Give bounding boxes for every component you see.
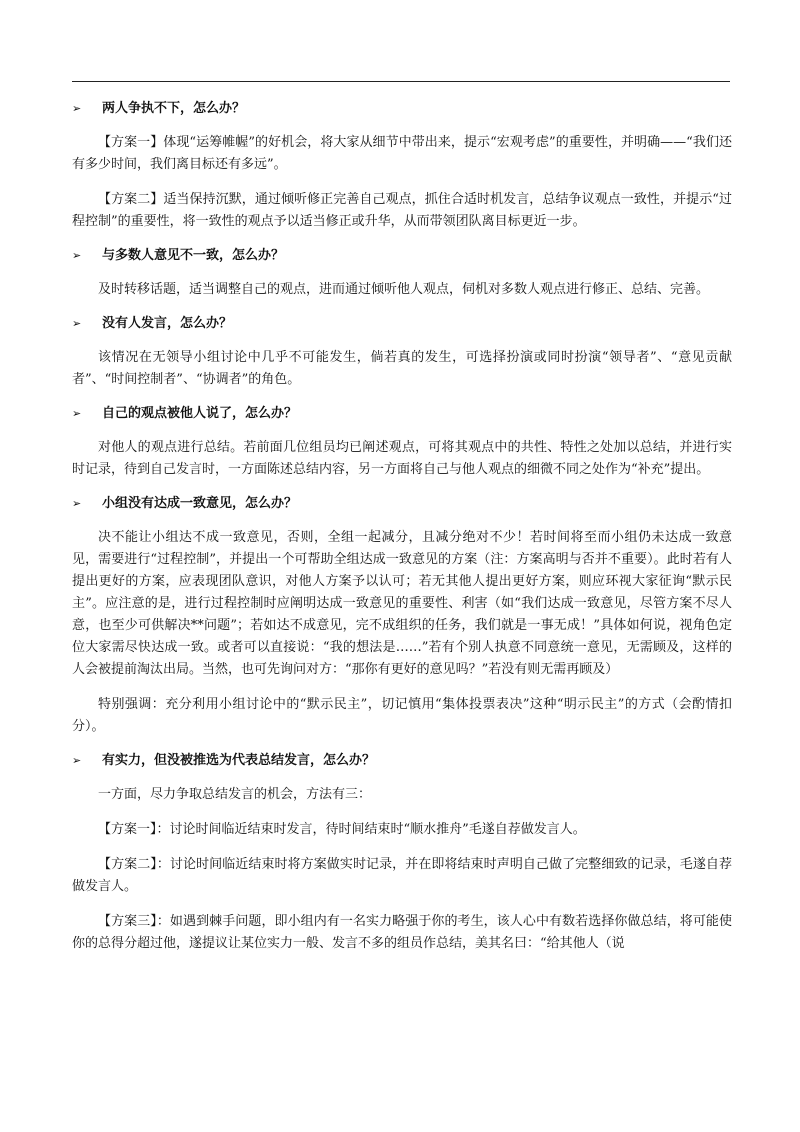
bullet-arrow-icon: ➢ (72, 497, 82, 510)
paragraph: 对他人的观点进行总结。若前面几位组员均已阐述观点，可将其观点中的共性、特性之处加以总结，并进行实时记录，待到自己发言时，一方面陈述总结内容，另一方面将自己与他人观点的细微不同之处作为“补充”提出。 (72, 440, 732, 477)
section-heading (72, 493, 732, 515)
paragraph: 【方案二】适当保持沉默，通过倾听修正完善自己观点，抓住合适时机发言，总结争议观点一致性，并提示“过程控制”的重要性，将一致性的观点予以适当修正或升华，从而带领团队离目标更近一步。 (72, 192, 732, 229)
section-heading-text: 与多数人意见不一致，怎么办？ (102, 248, 285, 263)
section-heading-text: 有实力，但没被推选为代表总结发言，怎么办？ (102, 753, 376, 768)
paragraph: 一方面，尽力争取总结发言的机会，方法有三： (98, 787, 372, 802)
paragraph: 【方案一】体现“运筹帷幄”的好机会，将大家从细节中带出来，提示“宏观考虑”的重要性，并明确——“我们还有多少时间，我们离目标还有多远”。 (72, 135, 732, 172)
paragraph: 【方案二】：讨论时间临近结束时将方案做实时记录，并在即将结束时声明自己做了完整细致的记录，毛遂自荐做发言人。 (72, 857, 732, 894)
section-heading-text: 两人争执不下，怎么办？ (102, 101, 246, 116)
paragraph: 特别强调：充分利用小组讨论中的“默示民主”，切记慎用“集体投票表决”这种“明示民主”的方式（会酌情扣分）。 (72, 697, 732, 734)
document-body (72, 98, 732, 955)
section-heading-text: 没有人发言，怎么办？ (102, 316, 233, 331)
bullet-arrow-icon: ➢ (72, 754, 82, 767)
section-heading-text: 自己的观点被他人说了，怎么办？ (102, 406, 298, 421)
section-heading (72, 750, 732, 772)
paragraph: 该情况在无领导小组讨论中几乎不可能发生，倘若真的发生，可选择扮演或同时扮演“领导者”、“意见贡献者”、“时间控制者”、“协调者”的角色。 (72, 350, 732, 387)
bullet-arrow-icon: ➢ (72, 407, 82, 420)
paragraph: 【方案三】：如遇到棘手问题，即小组内有一名实力略强于你的考生，该人心中有数若选择你做总结，将可能使你的总得分超过他，遂提议让某位实力一般、发言不多的组员作总结，美其名曰：“给其他人（说 (72, 914, 732, 951)
section-heading (72, 313, 732, 335)
section-heading (72, 245, 732, 267)
paragraph: 【方案一】：讨论时间临近结束时发言，待时间结束时“顺水推舟”毛遂自荐做发言人。 (98, 822, 586, 837)
bullet-arrow-icon: ➢ (72, 249, 82, 262)
bullet-arrow-icon: ➢ (72, 102, 82, 115)
paragraph: 及时转移话题，适当调整自己的观点，进而通过倾听他人观点，伺机对多数人观点进行修正、总结、完善。 (98, 282, 710, 297)
header-rule (72, 81, 730, 82)
bullet-arrow-icon: ➢ (72, 317, 82, 330)
paragraph: 决不能让小组达不成一致意见，否则，全组一起减分，且减分绝对不少！若时间将至而小组仍未达成一致意见，需要进行“过程控制”，并提出一个可帮助全组达成一致意见的方案（注：方案高明与否并不重要）。此时若有人提出更好的方案，应表现团队意识，对他人方案予以认可；若无其他人提出更好方案，则应环视大家征询“默示民主”。应注意的是，进行过程控制时应阐明达成一致意见的重要性、利害（如“我们达成一致意见，尽管方案不尽人意，也至少可供解决**问题”；若如达不成意见，完不成组织的任务，我们就是一事无成！”具体如何说，视角色定位大家需尽快达成一致。或者可以直接说：“我的想法是……”若有个别人执意不同意统一意见，无需顾及，这样的人会被提前淘汰出局。当然，也可先询问对方：“那你有更好的意见吗？”若没有则无需再顾及） (72, 530, 732, 677)
section-heading-text: 小组没有达成一致意见，怎么办？ (102, 496, 298, 511)
section-heading (72, 98, 732, 120)
section-heading (72, 403, 732, 425)
